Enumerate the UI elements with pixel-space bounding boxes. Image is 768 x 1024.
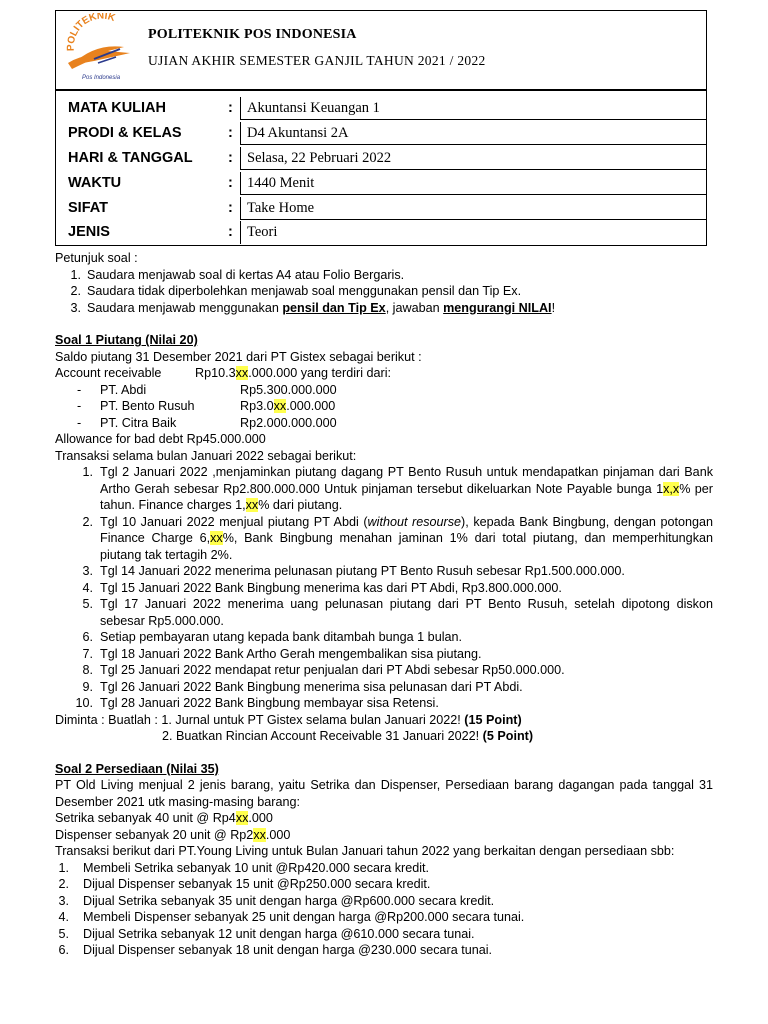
dispenser-stock: Dispenser sebanyak 20 unit @ Rp2xx.000 bbox=[55, 827, 291, 842]
politeknik-logo-icon bbox=[64, 13, 140, 83]
soal2-trans-intro: Transaksi berikut dari PT.Young Living untuk Bulan Januari tahun 2022 yang berkaitan dengan persediaan sbb: bbox=[55, 844, 675, 858]
info-label: JENIS bbox=[68, 224, 110, 240]
list-item: 4. Tgl 15 Januari 2022 Bank Bingbung menerima kas dari PT Abdi, Rp3.800.000.000. bbox=[82, 580, 562, 595]
list-item: 9. Tgl 26 Januari 2022 Bank Bingbung menerima sisa pelunasan dari PT Abdi. bbox=[82, 679, 523, 694]
info-value: Teori bbox=[240, 221, 706, 244]
setrika-stock: Setrika sebanyak 40 unit @ Rp4xx.000 bbox=[55, 811, 273, 825]
info-row-mata-kuliah bbox=[56, 97, 706, 121]
list-item: 4. Membeli Dispenser sebanyak 25 unit dengan harga @Rp200.000 secara tunai. bbox=[58, 910, 525, 924]
ar-row: Account receivable Rp10.3xx.000.000 yang terdiri dari: bbox=[55, 366, 392, 380]
politeknik-logo bbox=[64, 13, 140, 83]
list-item: 7. Tgl 18 Januari 2022 Bank Artho Gerah mengembalikan sisa piutang. bbox=[82, 646, 482, 661]
info-value: Akuntansi Keuangan 1 bbox=[240, 97, 706, 120]
exam-header bbox=[55, 10, 707, 90]
list-item: 3. Dijual Setrika sebanyak 35 unit dengan harga @Rp600.000 secara kredit. bbox=[58, 893, 495, 908]
list-item: 1. Membeli Setrika sebanyak 10 unit @Rp420.000 secara kredit. bbox=[58, 860, 430, 875]
list-item: 3. Tgl 14 Januari 2022 menerima pelunasan piutang PT Bento Rusuh sebesar Rp1.500.000.000. bbox=[82, 564, 625, 578]
instructions-list bbox=[55, 267, 713, 317]
info-label: PRODI & KELAS bbox=[68, 125, 182, 141]
info-label: HARI & TANGGAL bbox=[68, 150, 193, 166]
customer-row: - PT. Citra Baik Rp2.000.000.000 bbox=[77, 415, 337, 430]
info-colon: : bbox=[228, 100, 233, 116]
info-colon: : bbox=[228, 150, 233, 166]
soal1-trans-intro: Transaksi selama bulan Januari 2022 sebagai berikut: bbox=[55, 448, 357, 463]
list-item: 1. Saudara menjawab soal di kertas A4 atau Folio Bergaris. bbox=[70, 267, 405, 282]
soal2-transactions bbox=[55, 860, 713, 959]
customer-row: - PT. Abdi Rp5.300.000.000 bbox=[77, 382, 337, 397]
info-value: 1440 Menit bbox=[240, 172, 706, 195]
svg-text:Pos Indonesia: Pos Indonesia bbox=[82, 75, 121, 81]
exam-info-table bbox=[55, 90, 707, 246]
soal1-intro: Saldo piutang 31 Desember 2021 dari PT Gistex sebagai berikut : bbox=[55, 349, 422, 364]
list-item: 3. Saudara menjawab menggunakan pensil dan Tip Ex, jawaban mengurangi NILAI! bbox=[70, 300, 556, 315]
soal2-title: Soal 2 Persediaan (Nilai 35) bbox=[55, 761, 219, 776]
list-item: 2. Tgl 10 Januari 2022 menjual piutang PT Abdi (without resourse), kepada Bank Bingbung, dengan potongan Finance Charge 6,xx%, Bank Bingbung menahan jaminan 1% dari total piutang, dan memperhitungkan piutang tak tertagih 2%. bbox=[82, 514, 713, 562]
list-item: 2. Dijual Dispenser sebanyak 15 unit @Rp250.000 secara kredit. bbox=[58, 877, 431, 891]
svg-text:POLITEKNIK: POLITEKNIK bbox=[65, 13, 117, 52]
info-value: Take Home bbox=[240, 197, 706, 220]
info-colon: : bbox=[228, 125, 233, 141]
list-item: 5. Tgl 17 Januari 2022 menerima uang pelunasan piutang dari PT Bento Rusuh, setelah dipotong diskon sebesar Rp5.000.000. bbox=[82, 597, 713, 628]
info-label: WAKTU bbox=[68, 175, 122, 191]
info-row-jenis bbox=[56, 221, 706, 245]
info-colon: : bbox=[228, 224, 233, 240]
info-label: SIFAT bbox=[68, 200, 109, 216]
soal2-intro: PT Old Living menjual 2 jenis barang, yaitu Setrika dan Dispenser, Persediaan barang dagangan pada tanggal 31 Desember 2021 utk masing-masing barang: bbox=[55, 778, 713, 809]
list-item: 6. Setiap pembayaran utang kepada bank ditambah bunga 1 bulan. bbox=[82, 630, 462, 644]
institution-name: POLITEKNIK POS INDONESIA bbox=[148, 27, 357, 42]
info-row-hari-tanggal bbox=[56, 147, 706, 171]
list-item: 2. Saudara tidak diperbolehkan menjawab soal menggunakan pensil dan Tip Ex. bbox=[70, 284, 522, 298]
list-item: 10. Tgl 28 Januari 2022 Bank Bingbung membayar sisa Retensi. bbox=[75, 696, 439, 710]
allowance-line: Allowance for bad debt Rp45.000.000 bbox=[55, 432, 266, 446]
customer-row: - PT. Bento Rusuh Rp3.0xx.000.000 bbox=[77, 399, 336, 413]
info-value: Selasa, 22 Pebruari 2022 bbox=[240, 147, 706, 170]
info-value: D4 Akuntansi 2A bbox=[240, 122, 706, 145]
info-label: MATA KULIAH bbox=[68, 100, 166, 116]
soal1-transactions bbox=[55, 464, 713, 712]
info-row-prodi-kelas bbox=[56, 122, 706, 146]
info-row-sifat bbox=[56, 197, 706, 221]
exam-title: UJIAN AKHIR SEMESTER GANJIL TAHUN 2021 / 2022 bbox=[148, 53, 486, 68]
list-item: 6. Dijual Dispenser sebanyak 18 unit dengan harga @230.000 secara tunai. bbox=[58, 943, 493, 957]
info-row-waktu bbox=[56, 172, 706, 196]
soal1-diminta-2: 2. Buatkan Rincian Account Receivable 31 Januari 2022! (5 Point) bbox=[162, 729, 534, 743]
instructions-title: Petunjuk soal : bbox=[55, 251, 138, 265]
list-item: 1. Tgl 2 Januari 2022 ,menjaminkan piutang dagang PT Bento Rusuh untuk mendapatkan pinjaman dari Bank Artho Gerah sebesar Rp2.800.000.000 Untuk pinjaman tersebut dikeluarkan Note Payable bunga 1x,x% per tahun. Finance charges 1,xx% dari piutang. bbox=[82, 465, 713, 512]
soal1-title: Soal 1 Piutang (Nilai 20) bbox=[55, 333, 198, 347]
info-colon: : bbox=[228, 200, 233, 216]
list-item: 8. Tgl 25 Januari 2022 mendapat retur penjualan dari PT Abdi sebesar Rp50.000.000. bbox=[82, 663, 565, 677]
list-item: 5. Dijual Setrika sebanyak 12 unit dengan harga @610.000 secara tunai. bbox=[58, 926, 475, 941]
info-colon: : bbox=[228, 175, 233, 191]
exam-content bbox=[55, 250, 713, 959]
soal1-diminta-1: Diminta : Buatlah : 1. Jurnal untuk PT Gistex selama bulan Januari 2022! (15 Point) bbox=[55, 712, 522, 727]
